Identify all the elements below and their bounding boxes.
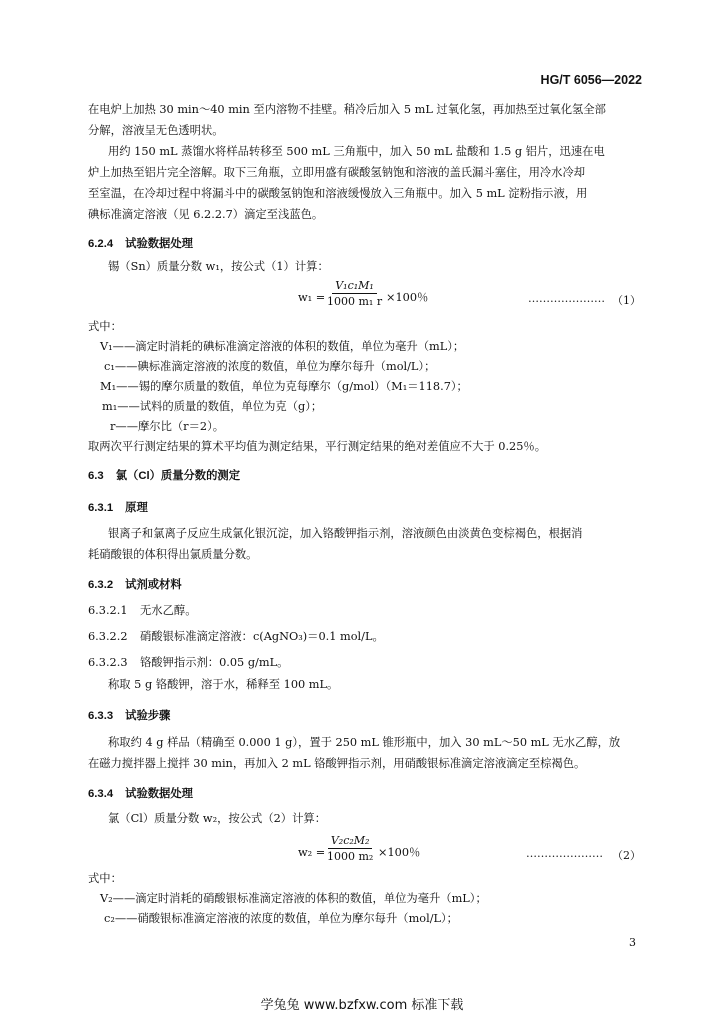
section-title: 试剂或材料 — [125, 579, 182, 591]
clause-number: 6.3.2.1 — [88, 604, 128, 617]
section-number: 6.3.1 — [88, 502, 114, 514]
reagent-6-3-2-3-prep: 称取 5 g 铬酸钾，溶于水，稀释至 100 mL。 — [108, 678, 339, 691]
section-6-3-4-heading — [88, 785, 193, 801]
footer-watermark[interactable]: 学兔兔 www.bzfxw.com 标准下载 — [260, 998, 464, 1013]
standard-number: HG/T 6056—2022 — [540, 73, 642, 87]
section-number: 6.3 — [88, 470, 104, 482]
section-number: 6.3.3 — [88, 710, 114, 722]
section-6-2-4-heading — [88, 235, 193, 251]
def-v2: V₂——滴定时消耗的硝酸银标准滴定溶液的体积的数值，单位为毫升（mL）； — [100, 892, 487, 905]
reagent-6-3-2-2 — [88, 630, 384, 644]
reagent-6-3-2-1 — [88, 604, 197, 618]
def-m1-molar: M₁——锡的摩尔质量的数值，单位为克每摩尔（g/mol）（M₁＝118.7）； — [100, 380, 468, 393]
def-v1: V₁——滴定时消耗的碘标准滴定溶液的体积的数值，单位为毫升（mL）； — [100, 340, 465, 353]
tin-formula-intro: 锡（Sn）质量分数 w₁，按公式（1）计算： — [108, 260, 329, 273]
para2-line4: 碘标准滴定溶液（见 6.2.2.7）滴定至浅蓝色。 — [88, 208, 324, 221]
where-label-2: 式中： — [88, 872, 122, 885]
procedure-line2: 在磁力搅拌器上搅拌 30 min，再加入 2 mL 铬酸钾指示剂，用硝酸银标准滴定溶液滴定至棕褐色。 — [88, 757, 586, 770]
clause-number: 6.3.2.3 — [88, 656, 128, 669]
para2-line1: 用约 150 mL 蒸馏水将样品转移至 500 mL 三角瓶中，加入 50 mL 盐酸和 1.5 g 铝片，迅速在电 — [108, 145, 605, 158]
clause-text: 铬酸钾指示剂：0.05 g/mL。 — [140, 656, 289, 669]
def-m1-mass: m₁——试料的质量的数值，单位为克（g）； — [102, 400, 323, 413]
equation-1-dots: ………………… — [528, 292, 605, 305]
para2-line3: 至室温，在冷却过程中将漏斗中的碳酸氢钠饱和溶液缓慢放入三角瓶中。加入 5 mL 淀粉指示液，用 — [88, 187, 588, 200]
para2-line2: 炉上加热至铝片完全溶解。取下三角瓶，立即用盛有碳酸氢钠饱和溶液的盖氏漏斗塞住，用冷水冷却 — [88, 166, 586, 179]
section-number: 6.3.2 — [88, 579, 114, 591]
clause-number: 6.3.2.2 — [88, 630, 128, 643]
equation-2-dots: ………………… — [526, 847, 603, 860]
reagent-6-3-2-3 — [88, 656, 288, 670]
equation-1-denominator: 1000 m₁ r — [327, 295, 383, 308]
section-title: 原理 — [125, 502, 148, 514]
section-title: 试验数据处理 — [125, 238, 193, 250]
equation-1-numerator: V₁c₁M₁ — [332, 279, 377, 294]
section-number: 6.2.4 — [88, 238, 114, 250]
result-rule-1: 取两次平行测定结果的算术平均值为测定结果，平行测定结果的绝对差值应不大于 0.25％。 — [88, 440, 547, 453]
section-title: 试验步骤 — [125, 710, 171, 722]
equation-1-lhs: w₁ = — [298, 291, 326, 304]
section-6-3-3-heading — [88, 707, 170, 723]
equation-2-fraction — [327, 834, 373, 863]
section-6-3-heading — [88, 467, 240, 483]
def-r: r——摩尔比（r＝2）。 — [110, 420, 225, 433]
where-label-1: 式中： — [88, 320, 122, 333]
clause-text: 硝酸银标准滴定溶液：c(AgNO₃)＝0.1 mol/L。 — [140, 630, 384, 643]
principle-line2: 耗硝酸银的体积得出氯质量分数。 — [88, 548, 258, 561]
equation-2-numerator: V₂c₂M₂ — [328, 834, 373, 849]
procedure-line1: 称取约 4 g 样品（精确至 0.000 1 g），置于 250 mL 锥形瓶中，加入 30 mL～50 mL 无水乙醇，放 — [108, 736, 621, 749]
chlorine-formula-intro: 氯（Cl）质量分数 w₂，按公式（2）计算： — [108, 812, 326, 825]
clause-text: 无水乙醇。 — [140, 604, 197, 617]
section-number: 6.3.4 — [88, 788, 114, 800]
equation-2-times: ×100％ — [378, 846, 421, 859]
para1-line2: 分解，溶液呈无色透明状。 — [88, 124, 224, 137]
page-number: 3 — [629, 936, 636, 949]
equation-2-number: （2） — [612, 849, 641, 862]
principle-line1: 银离子和氯离子反应生成氯化银沉淀，加入铬酸钾指示剂，溶液颜色由淡黄色变棕褐色，根据消 — [108, 527, 583, 540]
equation-2-lhs: w₂ = — [298, 846, 326, 859]
equation-1-fraction — [327, 279, 382, 308]
section-6-3-2-heading — [88, 576, 182, 592]
para1-line1: 在电炉上加热 30 min～40 min 至内溶物不挂壁。稍冷后加入 5 mL 过氧化氢，再加热至过氧化氢全部 — [88, 103, 606, 116]
equation-1-times: ×100％ — [386, 291, 429, 304]
section-title: 氯（Cl）质量分数的测定 — [115, 470, 240, 482]
equation-2-denominator: 1000 m₂ — [327, 850, 374, 863]
equation-1-number: （1） — [612, 294, 641, 307]
section-6-3-1-heading — [88, 499, 148, 515]
def-c2: c₂——硝酸银标准滴定溶液的浓度的数值，单位为摩尔每升（mol/L）； — [104, 912, 458, 925]
def-c1: c₁——碘标准滴定溶液的浓度的数值，单位为摩尔每升（mol/L）； — [104, 360, 436, 373]
section-title: 试验数据处理 — [125, 788, 193, 800]
